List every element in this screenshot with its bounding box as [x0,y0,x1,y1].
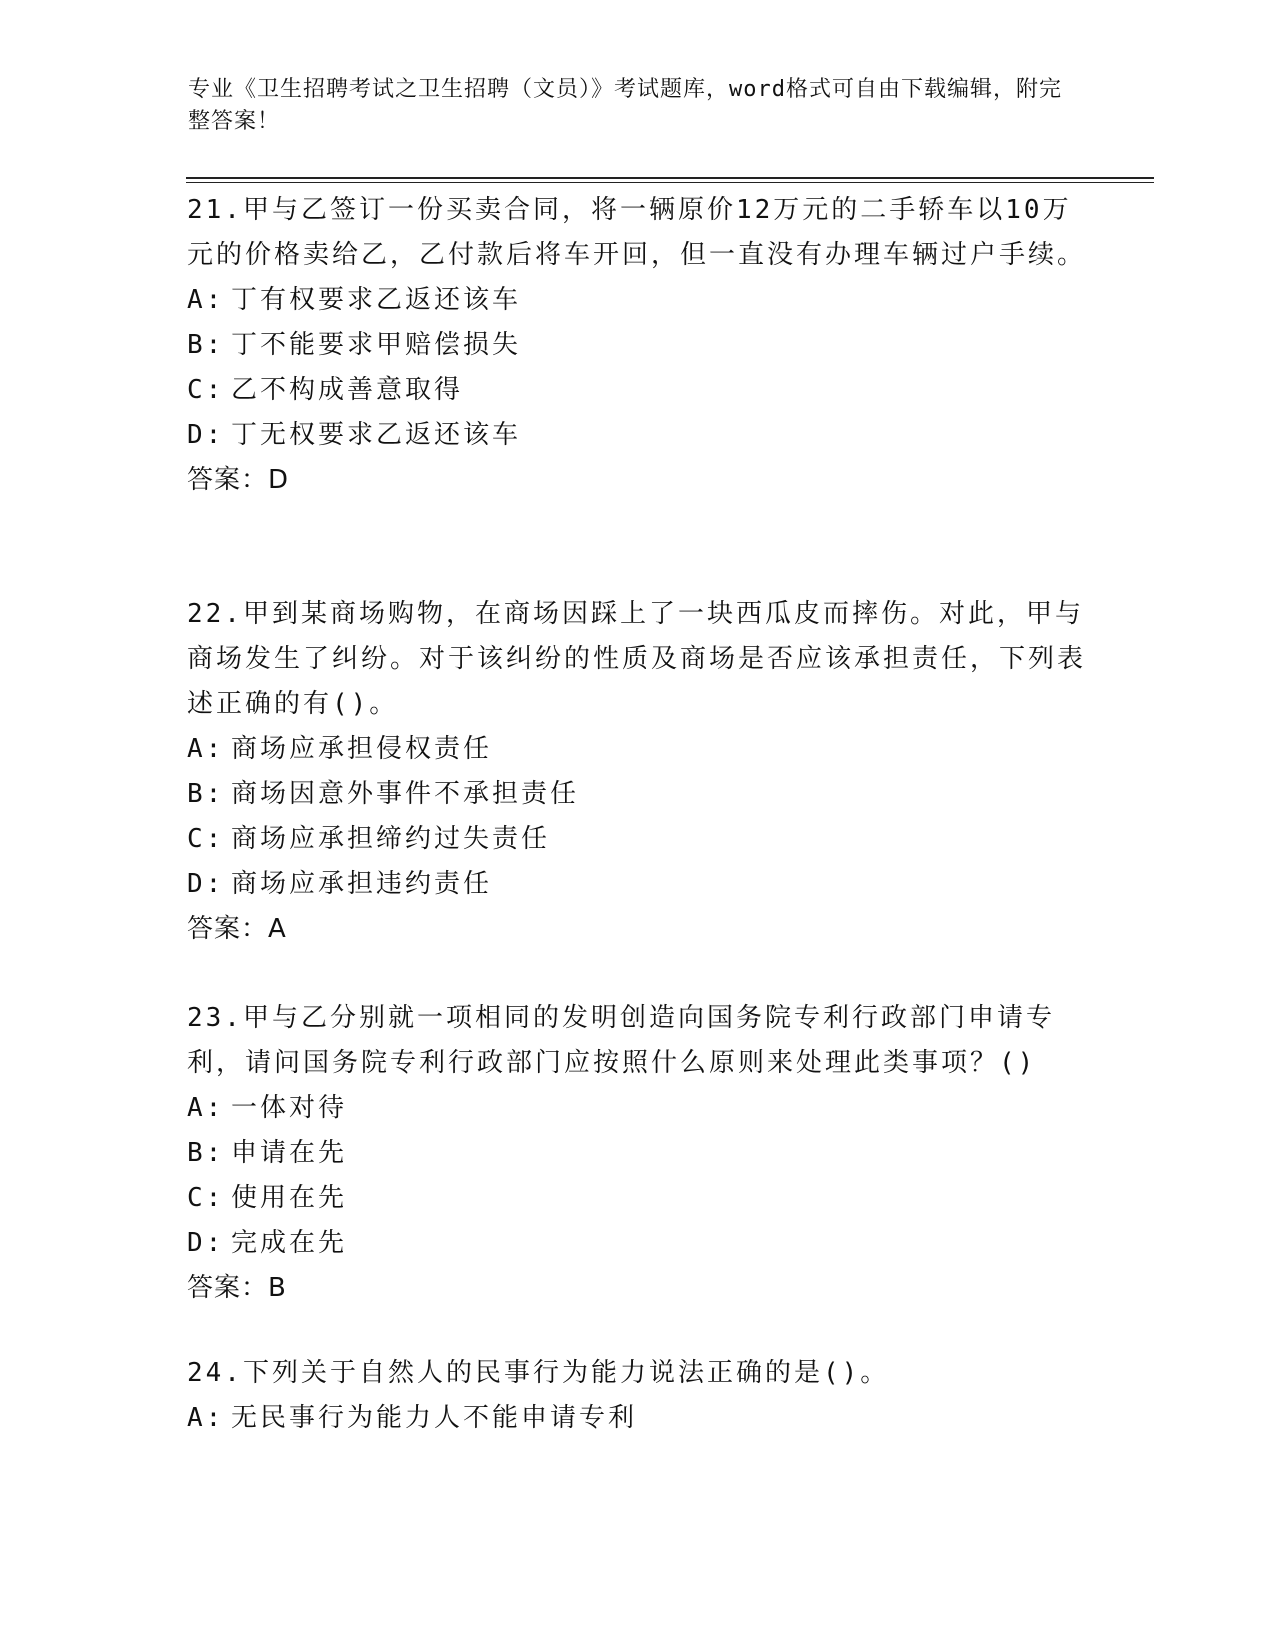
option-b [187,772,1087,817]
option-a [187,278,1087,323]
option-c [187,1176,1087,1221]
option-text: 丁无权要求乙返还该车 [231,420,522,450]
option-a [187,1396,1087,1441]
option-letter: C: [187,824,225,854]
header-divider-thin [186,182,1154,183]
option-text: 商场因意外事件不承担责任 [231,779,580,809]
question-block-21 [187,188,1087,503]
option-letter: D: [187,869,225,899]
answer-label: 答案：D [187,465,290,495]
option-b [187,1131,1087,1176]
option-letter: B: [187,779,225,809]
question-text: 24.下列关于自然人的民事行为能力说法正确的是()。 [187,1358,890,1388]
option-letter: C: [187,375,225,405]
option-text: 使用在先 [231,1183,348,1213]
option-letter: B: [187,1138,225,1168]
question-block-22 [187,592,1087,952]
option-text: 无民事行为能力人不能申请专利 [231,1403,638,1433]
question-text: 23.甲与乙分别就一项相同的发明创造向国务院专利行政部门申请专利，请问国务院专利行政部门应按照什么原则来处理此类事项？() [187,1003,1055,1078]
option-d [187,413,1087,458]
option-letter: D: [187,420,225,450]
option-text: 申请在先 [231,1138,348,1168]
document-header: 专业《卫生招聘考试之卫生招聘（文员）》考试题库，word格式可自由下载编辑，附完整答案！ [188,77,1062,134]
option-text: 完成在先 [231,1228,348,1258]
option-letter: A: [187,1093,225,1123]
option-a [187,1086,1087,1131]
option-letter: B: [187,330,225,360]
question-text: 22.甲到某商场购物，在商场因踩上了一块西瓜皮而摔伤。对此，甲与商场发生了纠纷。对于该纠纷的性质及商场是否应该承担责任，下列表述正确的有()。 [187,599,1087,719]
option-text: 商场应承担侵权责任 [231,734,493,764]
option-c [187,368,1087,413]
option-text: 乙不构成善意取得 [231,375,464,405]
option-letter: C: [187,1183,225,1213]
option-a [187,727,1087,772]
option-letter: A: [187,734,225,764]
answer-label: 答案：B [187,1273,287,1303]
option-text: 丁有权要求乙返还该车 [231,285,522,315]
option-letter: D: [187,1228,225,1258]
answer-label: 答案：A [187,914,287,944]
option-letter: A: [187,1403,225,1433]
option-text: 商场应承担缔约过失责任 [231,824,551,854]
option-c [187,817,1087,862]
option-d [187,862,1087,907]
option-letter: A: [187,285,225,315]
header-divider-thick [186,177,1154,179]
option-b [187,323,1087,368]
question-block-23 [187,996,1087,1311]
option-text: 一体对待 [231,1093,348,1123]
question-block-24 [187,1351,1087,1441]
option-text: 商场应承担违约责任 [231,869,493,899]
option-text: 丁不能要求甲赔偿损失 [231,330,522,360]
question-text: 21.甲与乙签订一份买卖合同，将一辆原价12万元的二手轿车以10万元的价格卖给乙，乙付款后将车开回，但一直没有办理车辆过户手续。 [187,195,1087,270]
option-d [187,1221,1087,1266]
